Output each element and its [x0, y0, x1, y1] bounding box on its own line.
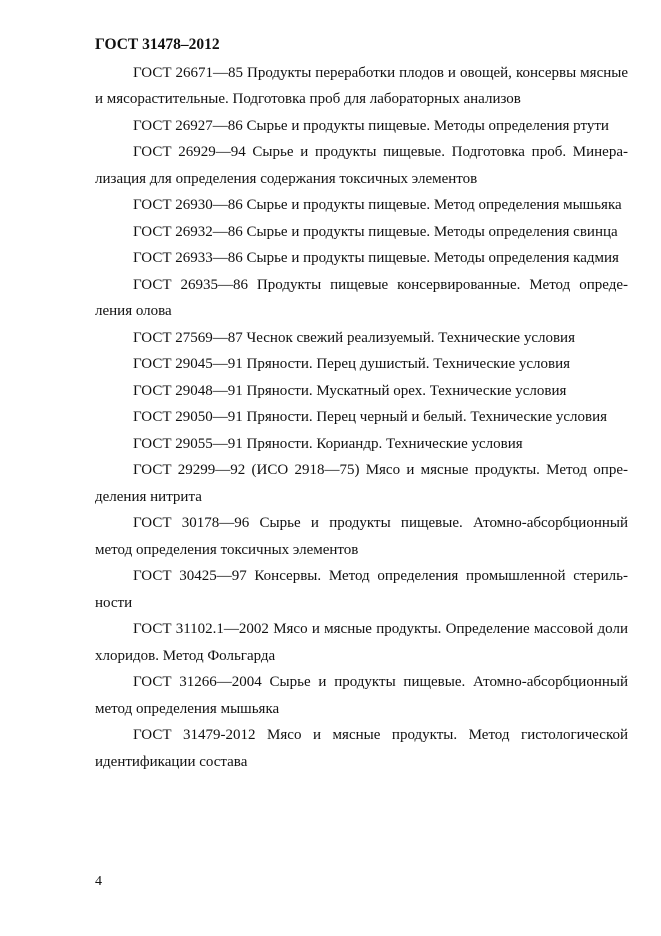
- reference-item: ГОСТ 27569—87 Чеснок свежий реализуемый. Технические условия: [133, 329, 575, 346]
- reference-item: ГОСТ 26929—94 Сырье и продукты пищевые. Подготовка проб. Минерализация для определения содержания токсичных элементов: [95, 144, 628, 187]
- reference-item: ГОСТ 26933—86 Сырье и продукты пищевые. Методы определения кадмия: [133, 250, 619, 266]
- reference-item: ГОСТ 29048—91 Пряности. Мускатный орех. Технические условия: [133, 382, 567, 399]
- reference-item: ГОСТ 31102.1—2002 Мясо и мясные продукты. Определение массовой доли хлоридов. Метод Фольгарда: [95, 621, 628, 664]
- reference-item: ГОСТ 26927—86 Сырье и продукты пищевые. Методы определения ртути: [133, 117, 609, 134]
- reference-item: ГОСТ 26932—86 Сырье и продукты пищевые. Методы определения свинца: [133, 223, 618, 240]
- document-header-title: ГОСТ 31478–2012: [95, 36, 220, 53]
- page-number: 4: [95, 874, 102, 889]
- reference-item: ГОСТ 30178—96 Сырье и продукты пищевые. Атомно-абсорбционный метод определения токсичных элементов: [95, 515, 628, 558]
- reference-item: ГОСТ 26671—85 Продукты переработки плодов и овощей, консервы мясные и мясорастительные. Подготовка проб для лабораторных анализов: [95, 64, 628, 107]
- normative-references-list: [95, 60, 628, 776]
- reference-item: ГОСТ 29050—91 Пряности. Перец черный и белый. Технические условия: [133, 409, 608, 425]
- reference-item: ГОСТ 31479-2012 Мясо и мясные продукты. Метод гистологической идентификации состава: [95, 727, 628, 770]
- reference-item: ГОСТ 29299—92 (ИСО 2918—75) Мясо и мясные продукты. Метод определения нитрита: [95, 462, 628, 505]
- reference-item: ГОСТ 26930—86 Сырье и продукты пищевые. Метод определения мышьяка: [133, 197, 622, 213]
- reference-item: ГОСТ 26935—86 Продукты пищевые консервированные. Метод определения олова: [95, 276, 628, 319]
- reference-item: ГОСТ 30425—97 Консервы. Метод определения промышленной стерильности: [95, 568, 628, 611]
- reference-item: ГОСТ 29045—91 Пряности. Перец душистый. Технические условия: [133, 356, 571, 372]
- reference-item: ГОСТ 29055—91 Пряности. Кориандр. Технические условия: [133, 435, 523, 452]
- reference-item: ГОСТ 31266—2004 Сырье и продукты пищевые. Атомно-абсорбционный метод определения мышьяка: [95, 674, 628, 717]
